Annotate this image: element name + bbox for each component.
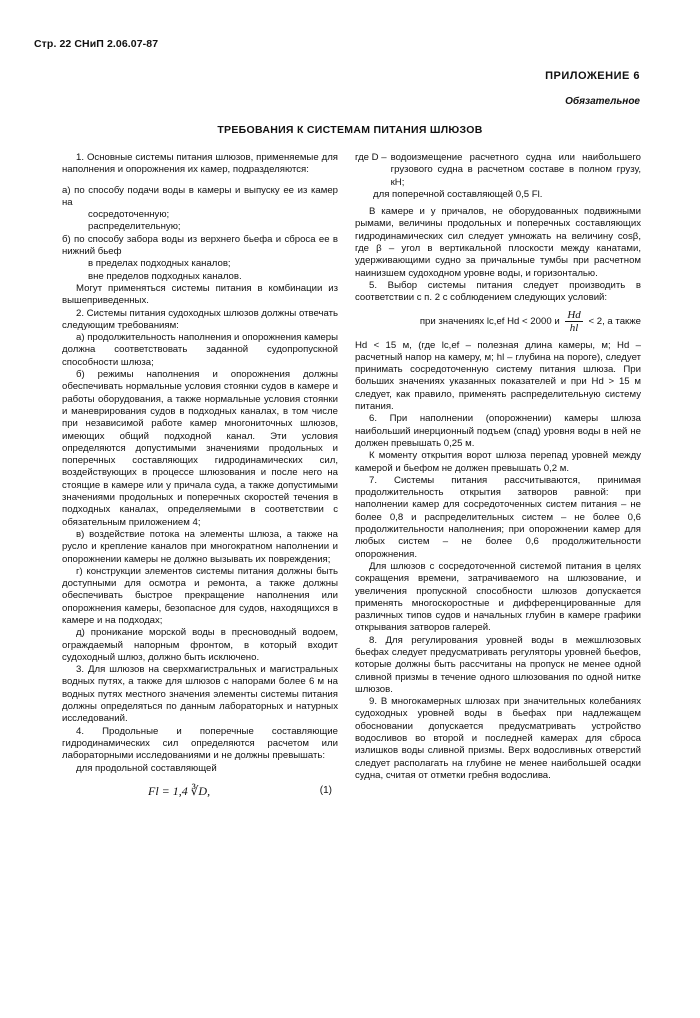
paragraph-1c: Могут применяться системы питания в комбинации из вышеприведенных.: [62, 282, 338, 307]
appendix-label: ПРИЛОЖЕНИЕ 6: [545, 70, 640, 82]
fraction-denominator: hl: [569, 321, 579, 334]
paragraph-2c: в) воздействие потока на элементы шлюза, а также на русло и крепление каналов при многократном наполнении и опорожнении камеры не должно вызывать их повреждения;: [62, 528, 338, 565]
paragraph-2a: а) продолжительность наполнения и опорожнения камеры должна соответствовать заданной судопропускной способности шлюза;: [62, 332, 338, 368]
paragraph-1: 1. Основные системы питания шлюзов, применяемые для наполнения и опорожнения их камер, подразделяются:: [62, 152, 338, 176]
paragraph-8: 8. Для регулирования уровней воды в межшлюзовых бьефах следует предусматривать регуляторы уровней бьефов, которые должны быть рассчитаны на пропуск не менее одной сливной призмы в течение одного шлюзования по одной нитке шлюзов.: [355, 634, 641, 695]
formula-1: [62, 785, 338, 797]
paragraph-1a: а) по способу подачи воды в камеры и выпуску ее из камер на: [62, 184, 338, 208]
left-column: [62, 152, 338, 797]
paragraph-7: 7. Системы питания рассчитываются, принимая продолжительность открытия затворов равной: при наполнении камер для сосредоточенных систем питания – не более 0,8 и распределительных систем – не более 0,6 продолжительности наполнения; при опорожнении камер для любых систем – не более 0,6 продолжительности опорожнения.: [355, 474, 641, 560]
paragraph-1a-item-1: сосредоточенную;: [88, 209, 170, 221]
paragraph-6b: К моменту открытия ворот шлюза перепад уровней между камерой и бьефом не должен превышать 0,2 м.: [355, 450, 641, 474]
paragraph-chamber: В камере и у причалов, не оборудованных подвижными рымами, величины продольных и поперечных составляющих гидродинамических сил следует умножать на величину cosβ, где β – угол в вертикальной плоскости между канатами, удерживающими судно за причальные тумбы при расчетном наинизшем судоходном уровне воды, и горизонталью.: [355, 206, 641, 279]
paragraph-5: 5. Выбор системы питания следует производить в соответствии с п. 2 с соблюдением следующих условий:: [355, 279, 641, 304]
paragraph-2d: г) конструкции элементов системы питания должны быть доступными для осмотра и ремонта, а также должны обеспечивать быстрое прекращение наполнения или опорожнения камеры, безопасное для судов, находящихся в камере и на подходах;: [62, 565, 338, 626]
paragraph-5-continued: Hd < 15 м, (где lc,ef – полезная длина камеры, м; Hd – расчетный напор на камеру, м; hl – глубина на пороге), следует принимать сосредоточенную систему питания шлюза. При больших значениях указанных показателей и при Hd > 15 м следует, как правило, применять распределительную систему питания.: [355, 339, 641, 413]
paragraph-7b: Для шлюзов с сосредоточенной системой питания в целях сокращения времени, затрачиваемого на шлюзование, и увеличения пропускной способности шлюзов допускается применять многоскоростные и дифференцированные для различных типов судов и начальных глубин в камере графики открывания затворов галерей.: [355, 560, 641, 634]
paragraph-1a-item-2: распределительную;: [88, 221, 181, 233]
where-body: водоизмещение расчетного судна или наибольшего грузового судна в расчетном составе в полном грузу, кН;: [390, 152, 641, 188]
formula-expression: Fl = 1,4 ∛D,: [148, 783, 211, 798]
appendix-status: Обязательное: [565, 96, 640, 107]
condition-post: < 2, а также: [588, 315, 641, 327]
fraction-numerator: Hd: [567, 308, 581, 321]
paragraph-4a: для продольной составляющей: [76, 762, 217, 774]
where-definition: [355, 152, 641, 189]
condition-fraction: [565, 309, 582, 334]
paragraph-1b-item-2: вне пределов подходных каналов.: [88, 270, 242, 282]
paragraph-1b-item-1: в пределах подходных каналов;: [88, 258, 231, 270]
transverse-component: для поперечной составляющей 0,5 Fl.: [373, 188, 543, 200]
page-header: Стр. 22 СНиП 2.06.07-87: [34, 38, 159, 50]
formula-number: (1): [319, 784, 332, 796]
paragraph-4: 4. Продольные и поперечные составляющие гидродинамических сил определяются расчетом или лабораторными исследованиями и не должны превышать:: [62, 725, 338, 762]
paragraph-1b: б) по способу забора воды из верхнего бьефа и сброса ее в нижний бьеф: [62, 233, 338, 258]
paragraph-2e: д) проникание морской воды в пресноводный водоем, ограждаемый напорным фронтом, в который входит судоходный шлюз, должно быть исключено.: [62, 627, 338, 663]
paragraph-2b: б) режимы наполнения и опорожнения должны обеспечивать нормальные условия стоянки судов в камере и работы оборудования, а также нормальные условия стоянки и маневрирования судов в подходных каналах, в том числе при независимой работе камер многониточных шлюзов, имеющих общий подходной канал. Эти условия определяются допустимыми значениями продольных и поперечных составляющих гидродинамических сил, воздействующих в процессе шлюзования и после него на стоящие в камере или у причала суда, а также допустимыми значениями продольных и поперечных скоростей течения в подходных каналах, определяемыми в соответствии с обязательным приложением 4;: [62, 369, 338, 528]
document-title: ТРЕБОВАНИЯ К СИСТЕМАМ ПИТАНИЯ ШЛЮЗОВ: [217, 124, 483, 136]
where-label: где D –: [355, 152, 387, 163]
paragraph-9: 9. В многокамерных шлюзах при значительных колебаниях судоходных уровней воды в бьефах при надлежащем обосновании допускается предусматривать устройство водосливов во второй и последней камерах для сброса излишков воды сливной призмы. Верх водосливных отверстий следует располагать на глубине не менее наибольшей осадки судна, считая от отметки гребня водослива.: [355, 696, 641, 781]
paragraph-6: 6. При наполнении (опорожнении) камеры шлюза наибольший инерционный подъем (спад) уровня воды в ней не должен превышать 0,25 м.: [355, 413, 641, 449]
condition-line: [355, 309, 641, 334]
paragraph-3: 3. Для шлюзов на сверхмагистральных и магистральных водных путях, а также для шлюзов с напорами более 6 м на водных путях местного значения элементы системы питания должны определяться по данным лабораторных и натурных исследований.: [62, 664, 338, 725]
right-column: [355, 152, 641, 782]
paragraph-2: 2. Системы питания судоходных шлюзов должны отвечать следующим требованиям:: [62, 307, 338, 331]
condition-pre: при значениях lc,ef Hd < 2000 и: [419, 315, 560, 327]
